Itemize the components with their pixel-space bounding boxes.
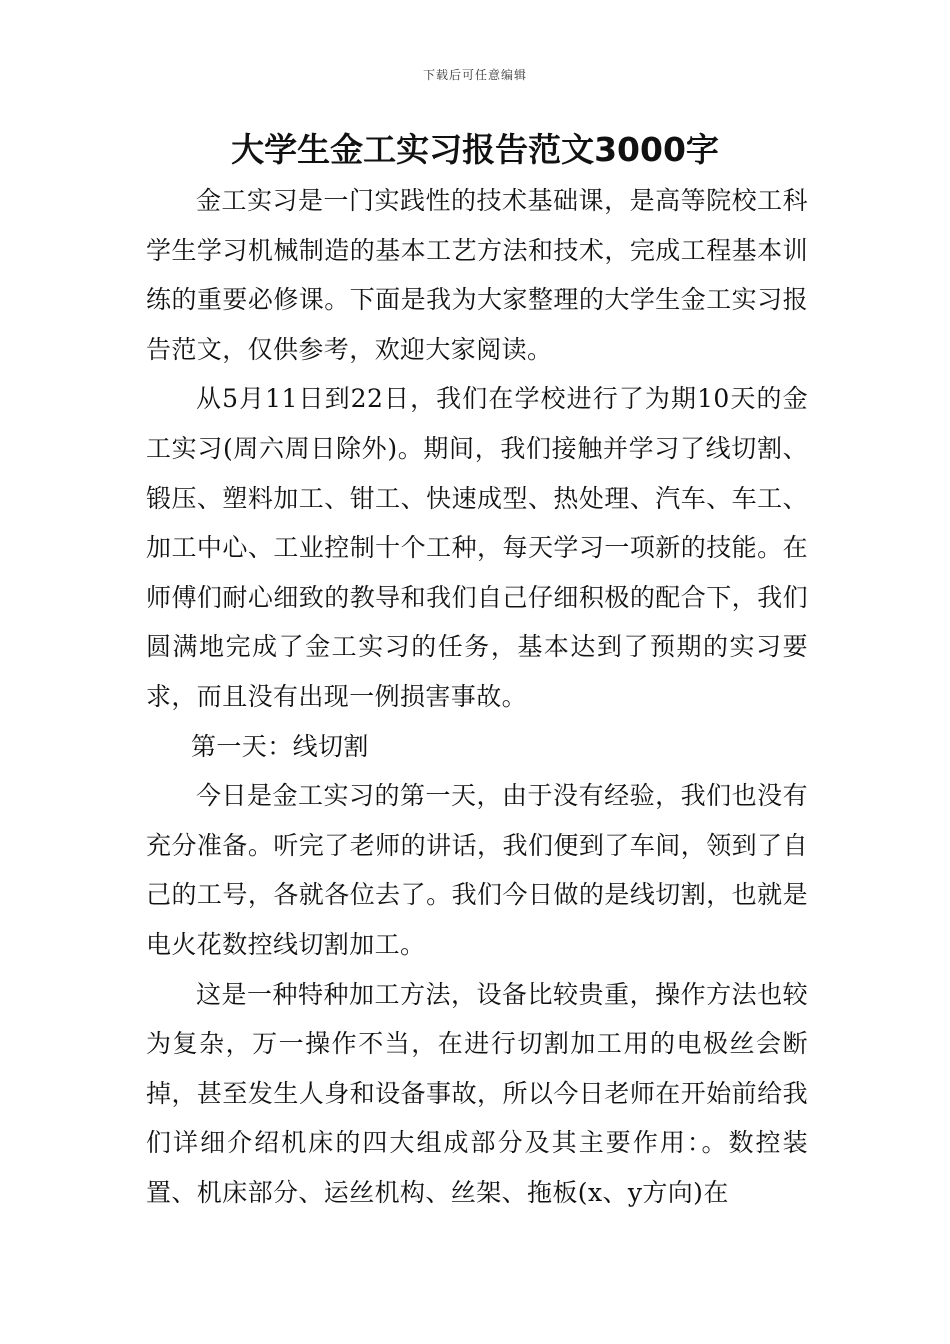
document-title: 大学生金工实习报告范文3000字 bbox=[231, 130, 719, 169]
paragraph-day-one: 今日是金工实习的第一天，由于没有经验，我们也没有充分准备。听完了老师的讲话，我们便到了车间，领到了自己的工号，各就各位去了。我们今日做的是线切割，也就是电火花数控线切割加工。 bbox=[146, 781, 808, 959]
paragraph-wire-cutting: 这是一种特种加工方法，设备比较贵重，操作方法也较为复杂，万一操作不当，在进行切割加工用的电极丝会断掉，甚至发生人身和设备事故，所以今日老师在开始前给我们详细介绍机床的四大组成部分及其主要作用：。数控装置、机床部分、运丝机构、丝架、拖板(x、y方向)在 bbox=[146, 979, 808, 1207]
document-body bbox=[146, 176, 808, 1217]
section-heading-day-one: 第一天：线切割 bbox=[191, 731, 369, 761]
paragraph-overview: 从5月11日到22日，我们在学校进行了为期10天的金工实习(周六周日除外)。期间，我们接触并学习了线切割、锻压、塑料加工、钳工、快速成型、热处理、汽车、车工、加工中心、工业控制十个工种，每天学习一项新的技能。在师傅们耐心细致的教导和我们自己仔细积极的配合下，我们圆满地完成了金工实习的任务，基本达到了预期的实习要求，而且没有出现一例损害事故。 bbox=[146, 384, 808, 711]
header-note: 下载后可任意编辑 bbox=[422, 68, 527, 82]
paragraph-intro: 金工实习是一门实践性的技术基础课，是高等院校工科学生学习机械制造的基本工艺方法和技术，完成工程基本训练的重要必修课。下面是我为大家整理的大学生金工实习报告范文，仅供参考，欢迎大家阅读。 bbox=[146, 186, 808, 364]
